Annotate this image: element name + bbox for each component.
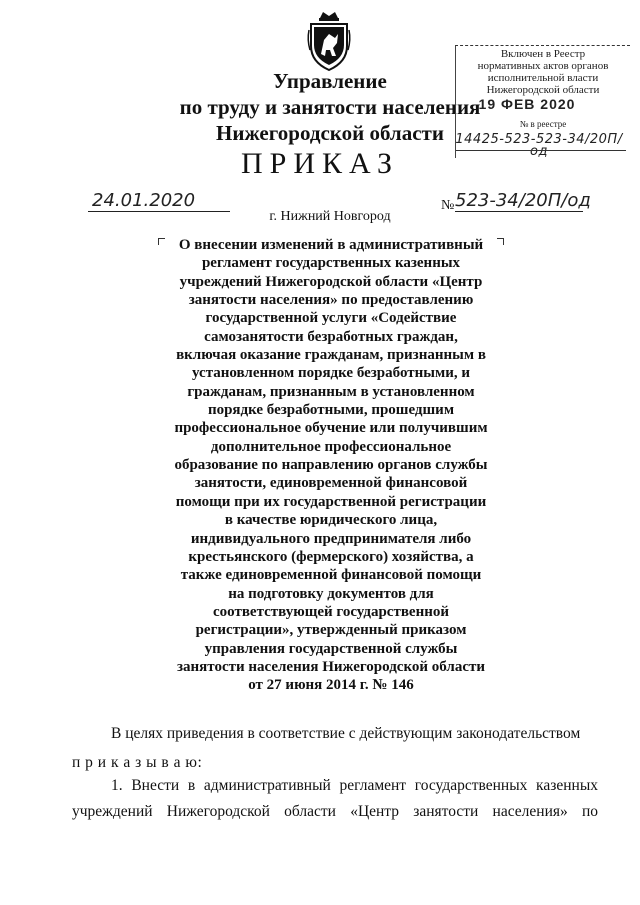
document-number: 523-34/20П/од: [455, 190, 591, 211]
subject-line: индивидуального предпринимателя либо: [190, 530, 472, 547]
item1-line2: [72, 802, 598, 822]
subject-line: профессиональное обучение или получившим: [174, 420, 488, 437]
org-name-line1: Управление: [273, 69, 387, 93]
subject-line: включая оказание гражданам, признанным в: [176, 347, 486, 364]
stamp-date: 19 ФЕВ 2020: [478, 96, 576, 112]
stamp-line2: нормативных актов органов: [477, 60, 609, 72]
registry-stamp: [455, 45, 630, 158]
subject-line: гражданам, признанным в установленном: [187, 383, 475, 400]
stamp-line4: Нижегородской области: [486, 84, 600, 96]
subject-line: установленном порядке безработными, и: [192, 365, 470, 382]
subject-line: государственной услуги «Содействие: [205, 310, 457, 327]
subject-line: на подготовку документов для: [228, 585, 434, 602]
subject-line: занятости, единовременной финансовой: [194, 475, 468, 492]
item1-word: населения»: [492, 803, 568, 820]
preamble-text: В целях приведения в соответствие с действующим законодательством: [111, 725, 581, 742]
subject-line: крестьянского (фермерского) хозяйства, а: [188, 548, 474, 565]
subject-line: занятости населения Нижегородской области: [176, 658, 486, 675]
item1-line1: 1. Внести в административный регламент государственных казенных: [111, 777, 598, 794]
subject-line: дополнительное профессиональное: [210, 438, 452, 455]
subject-line: регистрации», утвержденный приказом: [195, 622, 467, 639]
coat-of-arms-emblem: [306, 10, 352, 72]
item1-word: по: [581, 803, 598, 820]
subject-line: также единовременной финансовой помощи: [180, 567, 482, 584]
item1-word: занятости: [413, 803, 479, 820]
subject-line: соответствующей государственной: [212, 603, 450, 620]
subject-line: регламент государственных казенных: [201, 255, 461, 272]
stamp-reg-number: 14425-523-523-34/20П/од: [455, 132, 623, 159]
document-subject: [156, 236, 506, 695]
subject-line: в качестве юридического лица,: [224, 512, 438, 529]
subject-line: О внесении изменений в административный: [178, 237, 484, 253]
document-date: 24.01.2020: [92, 190, 196, 211]
subject-line: порядке безработными, прошедшим: [207, 402, 455, 419]
subject-line: самозанятости безработных граждан,: [204, 328, 458, 345]
order-word: п р и к а з ы в а ю:: [72, 754, 203, 771]
item1-word: Нижегородской: [166, 803, 270, 820]
item1-word: области: [284, 803, 336, 820]
subject-line: учреждений Нижегородской области «Центр: [179, 273, 483, 290]
org-name-line2: по труду и занятости населения: [179, 95, 481, 119]
document-type-title: ПРИКАЗ: [241, 147, 399, 180]
stamp-line3: исполнительной власти: [487, 72, 599, 84]
subject-line: от 27 июня 2014 г. № 146: [248, 677, 414, 694]
subject-line: занятости населения» по предоставлению: [188, 292, 474, 309]
subject-line: образование по направлению органов службы: [174, 457, 488, 474]
org-name-line3: Нижегородской области: [216, 121, 444, 145]
item1-word: учреждений: [72, 803, 153, 820]
item1-word: «Центр: [350, 803, 400, 820]
number-label: №: [441, 198, 455, 213]
subject-line: управления государственной службы: [204, 640, 458, 657]
number-underline: [455, 211, 583, 212]
date-underline: [88, 211, 230, 212]
stamp-line1: Включен в Реестр: [500, 48, 586, 60]
stamp-reg-label: № в реестре: [519, 119, 567, 129]
city-name: г. Нижний Новгород: [269, 209, 391, 224]
subject-line: помощи при их государственной регистрации: [175, 493, 487, 510]
